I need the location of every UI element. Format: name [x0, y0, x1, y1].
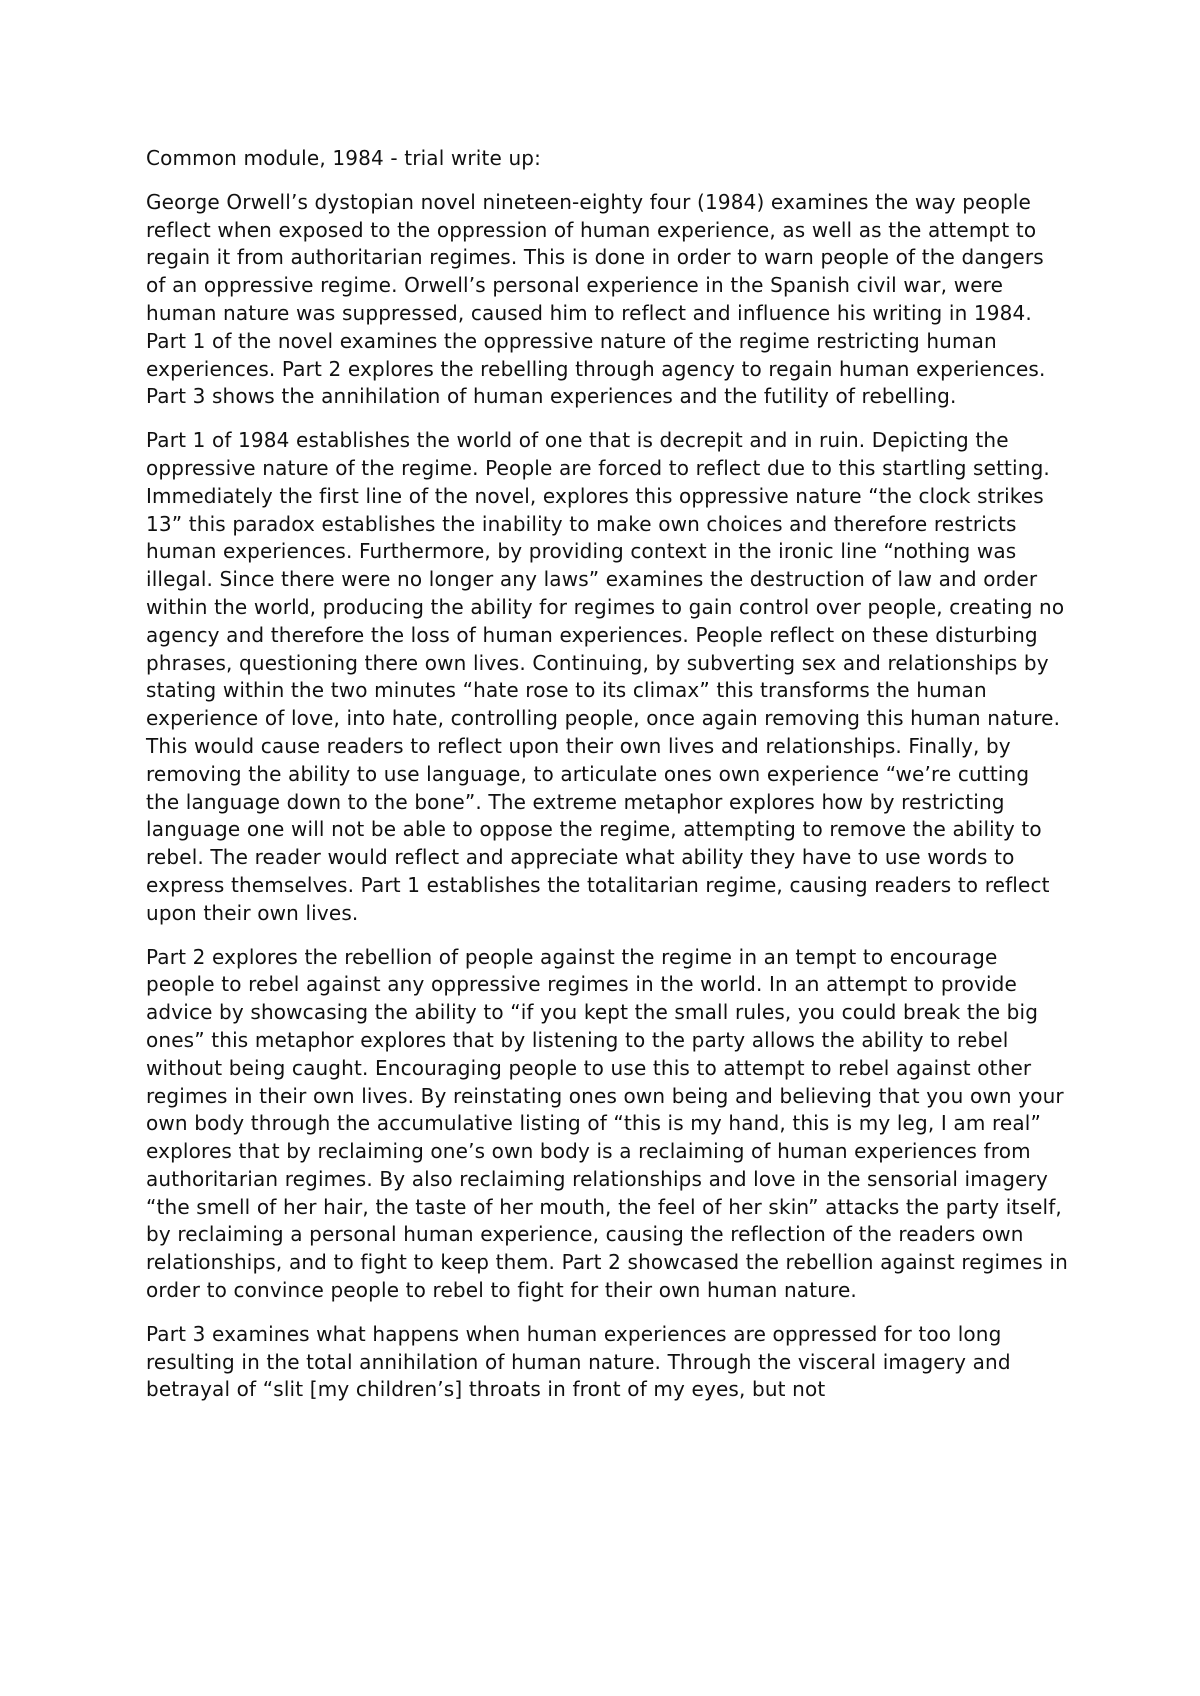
paragraph-part-2: Part 2 explores the rebellion of people against the regime in an tempt to encourage people to rebel against any oppressive regimes in the world. In an attempt to provide advice by showcasing the ability to “if you kept the small rules, you could break the big ones” this metaphor explores that by listening to the party allows the ability to rebel without being caught. Encouraging people to use this to attempt to rebel against other regimes in their own lives. By reinstating ones own being and believing that you own your own body through the accumulative listing of “this is my hand, this is my leg, I am real” explores that by reclaiming one’s own body is a reclaiming of human experiences from authoritarian regimes. By also reclaiming relationships and love in the sensorial imagery “the smell of her hair, the taste of her mouth, the feel of her skin” attacks the party itself, by reclaiming a personal human experience, causing the reflection of the readers own relationships, and to fight to keep them. Part 2 showcased the rebellion against regimes in order to convince people to rebel to fight for their own human nature.: [146, 944, 1068, 1303]
document-title: Common module, 1984 - trial write up:: [146, 146, 542, 170]
document-body: [146, 145, 1068, 1420]
paragraph-part-3: Part 3 examines what happens when human experiences are oppressed for too long resulting in the total annihilation of human nature. Through the visceral imagery and betrayal of “slit [my children’s] throats in front of my eyes, but not: [146, 1321, 1011, 1402]
paragraph-part-1: Part 1 of 1984 establishes the world of one that is decrepit and in ruin. Depicting the oppressive nature of the regime. People are forced to reflect due to this startling setting. Immediately the first line of the novel, explores this oppressive nature “the clock strikes 13” this paradox establishes the inability to make own choices and therefore restricts human experiences. Furthermore, by providing context in the ironic line “nothing was illegal. Since there were no longer any laws” examines the destruction of law and order within the world, producing the ability for regimes to gain control over people, creating no agency and therefore the loss of human experiences. People reflect on these disturbing phrases, questioning there own lives. Continuing, by subverting sex and relationships by stating within the two minutes “hate rose to its climax” this transforms the human experience of love, into hate, controlling people, once again removing this human nature. This would cause readers to reflect upon their own lives and relationships. Finally, by removing the ability to use language, to articulate ones own experience “we’re cutting the language down to the bone”. The extreme metaphor explores how by restricting language one will not be able to oppose the regime, attempting to remove the ability to rebel. The reader would reflect and appreciate what ability they have to use words to express themselves. Part 1 establishes the totalitarian regime, causing readers to reflect upon their own lives.: [146, 428, 1065, 925]
paragraph-introduction: George Orwell’s dystopian novel nineteen-eighty four (1984) examines the way people reflect when exposed to the oppression of human experience, as well as the attempt to regain it from authoritarian regimes. This is done in order to warn people of the dangers of an oppressive regime. Orwell’s personal experience in the Spanish civil war, were human nature was suppressed, caused him to reflect and influence his writing in 1984. Part 1 of the novel examines the oppressive nature of the regime restricting human experiences. Part 2 explores the rebelling through agency to regain human experiences. Part 3 shows the annihilation of human experiences and the futility of rebelling.: [146, 189, 1046, 409]
